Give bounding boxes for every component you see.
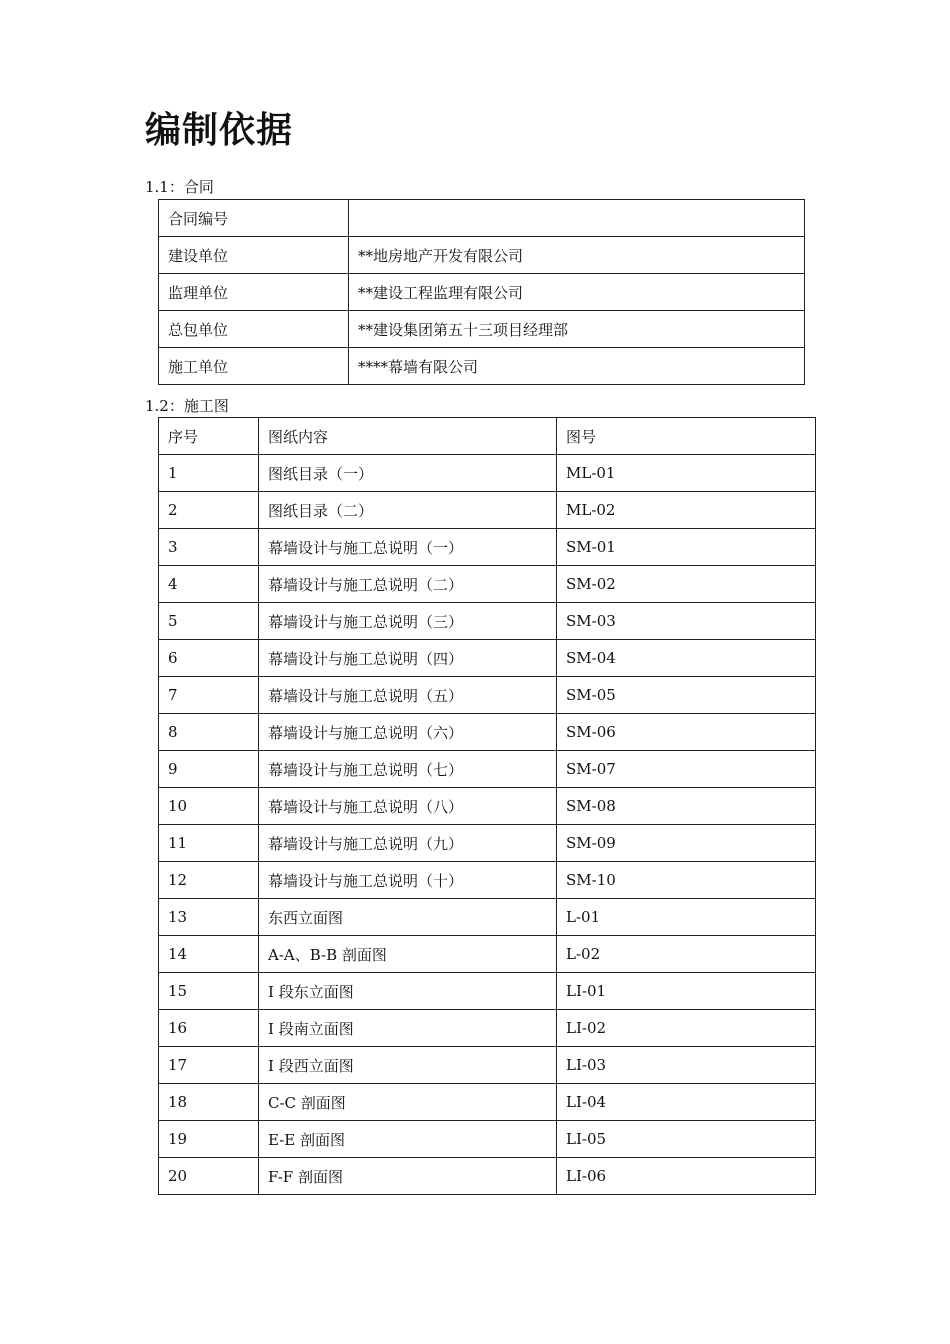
contract-row <box>159 348 805 385</box>
table-row <box>159 1084 816 1121</box>
table-row <box>159 1010 816 1047</box>
table-row <box>159 1158 816 1195</box>
drawing-content: 东西立面图 <box>259 899 557 936</box>
drawing-index: 4 <box>159 566 259 603</box>
drawing-number: ML-01 <box>557 455 816 492</box>
header-row <box>159 418 816 455</box>
table-row <box>159 751 816 788</box>
drawing-index: 11 <box>159 825 259 862</box>
drawing-index: 9 <box>159 751 259 788</box>
drawing-number: LI-04 <box>557 1084 816 1121</box>
contract-row <box>159 311 805 348</box>
drawing-index: 12 <box>159 862 259 899</box>
drawing-number: SM-05 <box>557 677 816 714</box>
drawing-content: 幕墙设计与施工总说明（二） <box>259 566 557 603</box>
table-row <box>159 640 816 677</box>
drawing-content: 幕墙设计与施工总说明（六） <box>259 714 557 751</box>
drawing-index: 7 <box>159 677 259 714</box>
contract-label: 监理单位 <box>159 274 349 311</box>
drawing-content: F-F 剖面图 <box>259 1158 557 1195</box>
drawing-number: LI-06 <box>557 1158 816 1195</box>
drawing-index: 18 <box>159 1084 259 1121</box>
drawings-heading: 1.2：施工图 <box>145 397 229 415</box>
table-row <box>159 714 816 751</box>
contract-value: **建设工程监理有限公司 <box>349 274 805 311</box>
drawing-number: L-01 <box>557 899 816 936</box>
drawing-number: L-02 <box>557 936 816 973</box>
table-row <box>159 492 816 529</box>
contract-value: **地房地产开发有限公司 <box>349 237 805 274</box>
drawing-content: I 段西立面图 <box>259 1047 557 1084</box>
drawing-content: I 段南立面图 <box>259 1010 557 1047</box>
drawing-index: 3 <box>159 529 259 566</box>
drawing-content: C-C 剖面图 <box>259 1084 557 1121</box>
table-row <box>159 862 816 899</box>
table-row <box>159 788 816 825</box>
table-row <box>159 566 816 603</box>
drawing-number: SM-09 <box>557 825 816 862</box>
table-row <box>159 455 816 492</box>
drawings-table <box>158 417 816 1195</box>
table-row <box>159 936 816 973</box>
drawing-index: 16 <box>159 1010 259 1047</box>
drawing-index: 1 <box>159 455 259 492</box>
drawing-content: 图纸目录（一） <box>259 455 557 492</box>
drawing-content: 幕墙设计与施工总说明（十） <box>259 862 557 899</box>
drawing-number: SM-04 <box>557 640 816 677</box>
drawing-content: E-E 剖面图 <box>259 1121 557 1158</box>
drawing-content: A-A、B-B 剖面图 <box>259 936 557 973</box>
drawing-content: 幕墙设计与施工总说明（一） <box>259 529 557 566</box>
drawings-table-header <box>159 418 816 455</box>
drawing-index: 17 <box>159 1047 259 1084</box>
page-title: 编制依据 <box>145 110 294 151</box>
drawing-number: LI-02 <box>557 1010 816 1047</box>
contract-value: ****幕墙有限公司 <box>349 348 805 385</box>
contract-label: 合同编号 <box>159 200 349 237</box>
contract-row <box>159 200 805 237</box>
table-row <box>159 603 816 640</box>
column-header-index: 序号 <box>159 418 259 455</box>
contract-label: 总包单位 <box>159 311 349 348</box>
drawing-content: 幕墙设计与施工总说明（七） <box>259 751 557 788</box>
table-row <box>159 973 816 1010</box>
drawing-content: 幕墙设计与施工总说明（八） <box>259 788 557 825</box>
drawing-index: 13 <box>159 899 259 936</box>
contract-value: **建设集团第五十三项目经理部 <box>349 311 805 348</box>
drawing-number: SM-03 <box>557 603 816 640</box>
column-header-content: 图纸内容 <box>259 418 557 455</box>
contract-row <box>159 237 805 274</box>
drawing-number: LI-05 <box>557 1121 816 1158</box>
drawing-content: 幕墙设计与施工总说明（五） <box>259 677 557 714</box>
drawing-index: 15 <box>159 973 259 1010</box>
drawing-number: LI-03 <box>557 1047 816 1084</box>
drawing-number: LI-01 <box>557 973 816 1010</box>
drawing-index: 20 <box>159 1158 259 1195</box>
drawing-number: SM-07 <box>557 751 816 788</box>
contract-table-body <box>159 200 805 385</box>
contract-value <box>349 200 805 237</box>
contract-row <box>159 274 805 311</box>
drawing-index: 8 <box>159 714 259 751</box>
drawing-number: SM-08 <box>557 788 816 825</box>
drawing-content: 图纸目录（二） <box>259 492 557 529</box>
table-row <box>159 1047 816 1084</box>
contract-table <box>158 199 805 385</box>
drawing-content: 幕墙设计与施工总说明（四） <box>259 640 557 677</box>
drawing-index: 6 <box>159 640 259 677</box>
drawing-number: ML-02 <box>557 492 816 529</box>
table-row <box>159 825 816 862</box>
drawing-content: 幕墙设计与施工总说明（三） <box>259 603 557 640</box>
drawing-index: 2 <box>159 492 259 529</box>
contract-label: 施工单位 <box>159 348 349 385</box>
drawing-index: 19 <box>159 1121 259 1158</box>
table-row <box>159 899 816 936</box>
drawing-number: SM-10 <box>557 862 816 899</box>
drawing-number: SM-01 <box>557 529 816 566</box>
drawing-content: I 段东立面图 <box>259 973 557 1010</box>
column-header-number: 图号 <box>557 418 816 455</box>
contract-heading: 1.1：合同 <box>145 178 214 196</box>
drawing-index: 5 <box>159 603 259 640</box>
table-row <box>159 677 816 714</box>
drawings-table-body <box>159 455 816 1195</box>
drawing-index: 10 <box>159 788 259 825</box>
table-row <box>159 1121 816 1158</box>
drawing-content: 幕墙设计与施工总说明（九） <box>259 825 557 862</box>
drawing-number: SM-02 <box>557 566 816 603</box>
drawing-index: 14 <box>159 936 259 973</box>
contract-label: 建设单位 <box>159 237 349 274</box>
table-row <box>159 529 816 566</box>
drawing-number: SM-06 <box>557 714 816 751</box>
